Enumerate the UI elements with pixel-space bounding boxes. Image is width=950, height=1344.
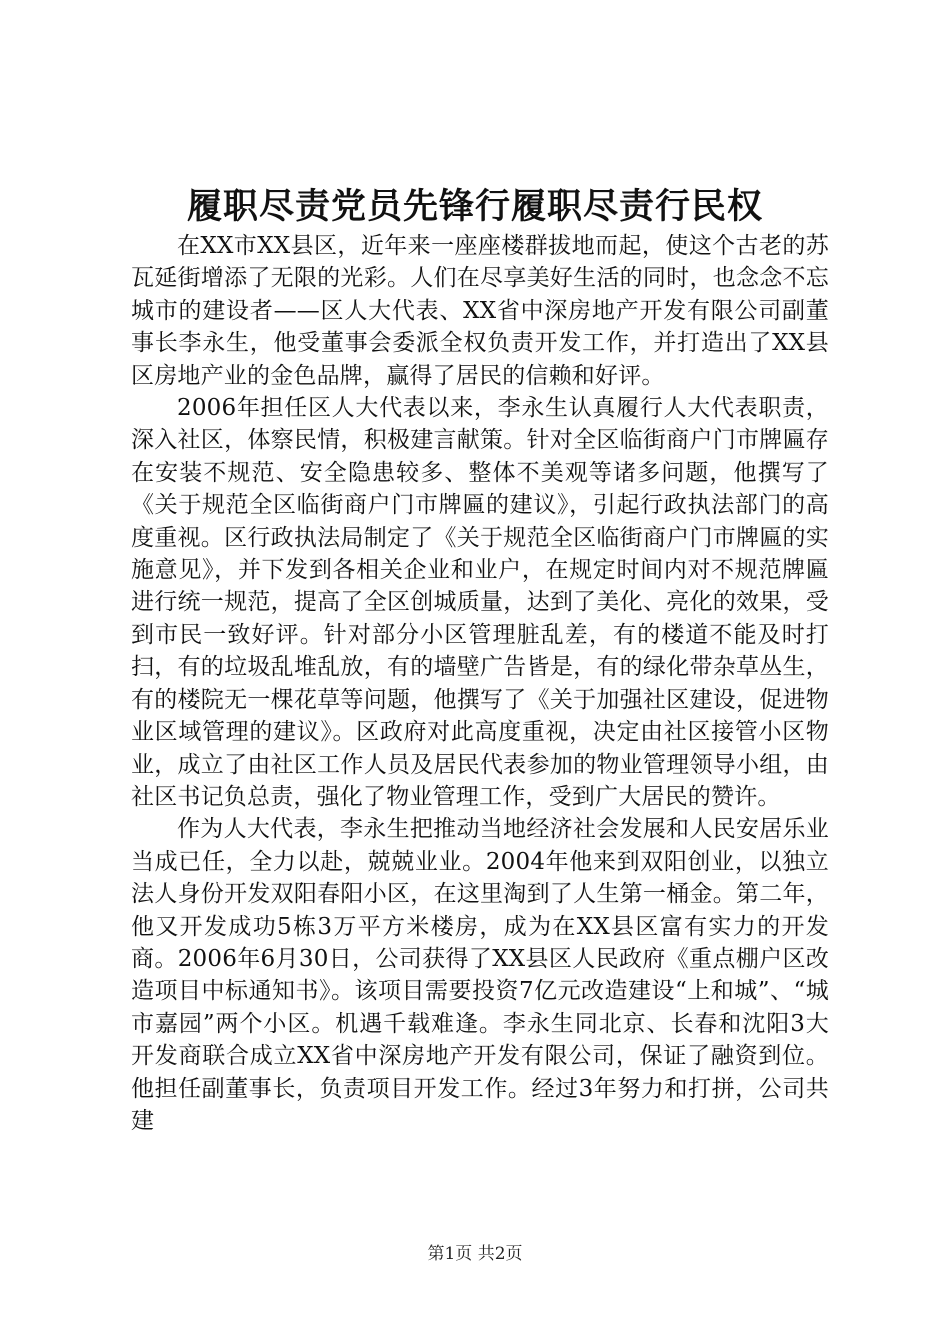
document-title: 履职尽责党员先锋行履职尽责行民权 [186, 186, 763, 227]
page-number-footer: 第1页 共2页 [427, 1244, 523, 1264]
paragraph-intro: 在XX市XX县区，近年来一座座楼群拔地而起，使这个古老的苏瓦延街增添了无限的光彩。人们在尽享美好生活的同时，也念念不忘城市的建设者——区人大代表、XX省中深房地产开发有限公司副董事长李永生，他受董事会委派全权负责开发工作，并打造出了XX县区房地产业的金色品牌，赢得了居民的信赖和好评。 [131, 233, 829, 389]
paragraph-development: 作为人大代表，李永生把推动当地经济社会发展和人民安居乐业当成已任，全力以赴，兢兢业业。2004年他来到双阳创业，以独立法人身份开发双阳春阳小区，在这里淘到了人生第一桶金。第二年，他又开发成功5栋3万平方米楼房，成为在XX县区富有实力的开发商。2006年6月30日，公司获得了XX县区人民政府《重点棚户区改造项目中标通知书》。该项目需要投资7亿元改造建设“上和城”、“城市嘉园”两个小区。机遇千载难逢。李永生同北京、长春和沈阳3大开发商联合成立XX省中深房地产开发有限公司，保证了融资到位。他担任副董事长，负责项目开发工作。经过3年努力和打拼，公司共建 [131, 816, 829, 1134]
paragraph-duties: 2006年担任区人大代表以来，李永生认真履行人大代表职责，深入社区，体察民情，积极建言献策。针对全区临街商户门市牌匾存在安装不规范、安全隐患较多、整体不美观等诸多问题，他撰写了《关于规范全区临街商户门市牌匾的建议》，引起行政执法部门的高度重视。区行政执法局制定了《关于规范全区临街商户门市牌匾的实施意见》，并下发到各相关企业和业户，在规定时间内对不规范牌匾进行统一规范，提高了全区创城质量，达到了美化、亮化的效果，受到市民一致好评。针对部分小区管理脏乱差，有的楼道不能及时打扫，有的垃圾乱堆乱放，有的墙壁广告皆是，有的绿化带杂草丛生，有的楼院无一棵花草等问题，他撰写了《关于加强社区建设，促进物业区域管理的建议》。区政府对此高度重视，决定由社区接管小区物业，成立了由社区工作人员及居民代表参加的物业管理领导小组，由社区书记负总责，强化了物业管理工作，受到广大居民的赞许。 [131, 395, 829, 810]
document-body [131, 230, 829, 1137]
